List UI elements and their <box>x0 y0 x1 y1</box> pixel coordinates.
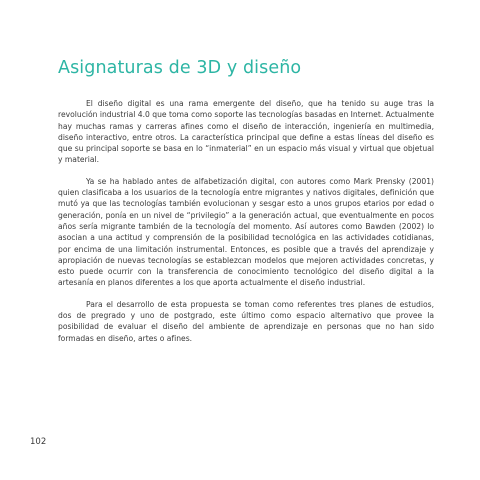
paragraph-2: Ya se ha hablado antes de alfabetización digital, con autores como Mark Prensky (2001) quien clasificaba a los usuarios de la tecnología entre migrantes y nativos digitales, definición que mutó ya que las tecnologías también evolucionan y sesgar esto a unos grupos etarios por edad o generación, ponía en un nivel de “privilegio” a la generación actual, que eventualmente en pocos años sería migrante también de la tecnología del momento. Así autores como Bawden (2002) lo asocian a una actitud y comprensión de la posibilidad tecnológica en las actividades cotidianas, por encima de una limitación instrumental. Entonces, es posible que a través del aprendizaje y apropiación de nuevas tecnologías se establezcan modelos que mejoren actividades concretas, y esto puede ocurrir con la transferencia de conocimiento tecnológico del diseño digital a la artesanía en planos diferentes a los que aporta actualmente el diseño industrial. <box>58 176 434 288</box>
section-title: Asignaturas de 3D y diseño <box>58 58 302 78</box>
body-text <box>58 98 434 354</box>
page-number: 102 <box>30 437 47 447</box>
paragraph-1: El diseño digital es una rama emergente del diseño, que ha tenido su auge tras la revolución industrial 4.0 que toma como soporte las tecnologías basadas en Internet. Actualmente hay muchas ramas y carreras afines como el diseño de interacción, ingeniería en multimedia, diseño interactivo, entre otros. La característica principal que define a estas líneas del diseño es que su principal soporte se basa en lo “inmaterial” en un espacio más visual y virtual que objetual y material. <box>58 99 434 165</box>
paragraph-3: Para el desarrollo de esta propuesta se toman como referentes tres planes de estudios, dos de pregrado y uno de postgrado, este último como espacio alternativo que provee la posibilidad de evaluar el diseño del ambiente de aprendizaje en personas que no han sido formadas en diseño, artes o afines. <box>58 299 434 343</box>
